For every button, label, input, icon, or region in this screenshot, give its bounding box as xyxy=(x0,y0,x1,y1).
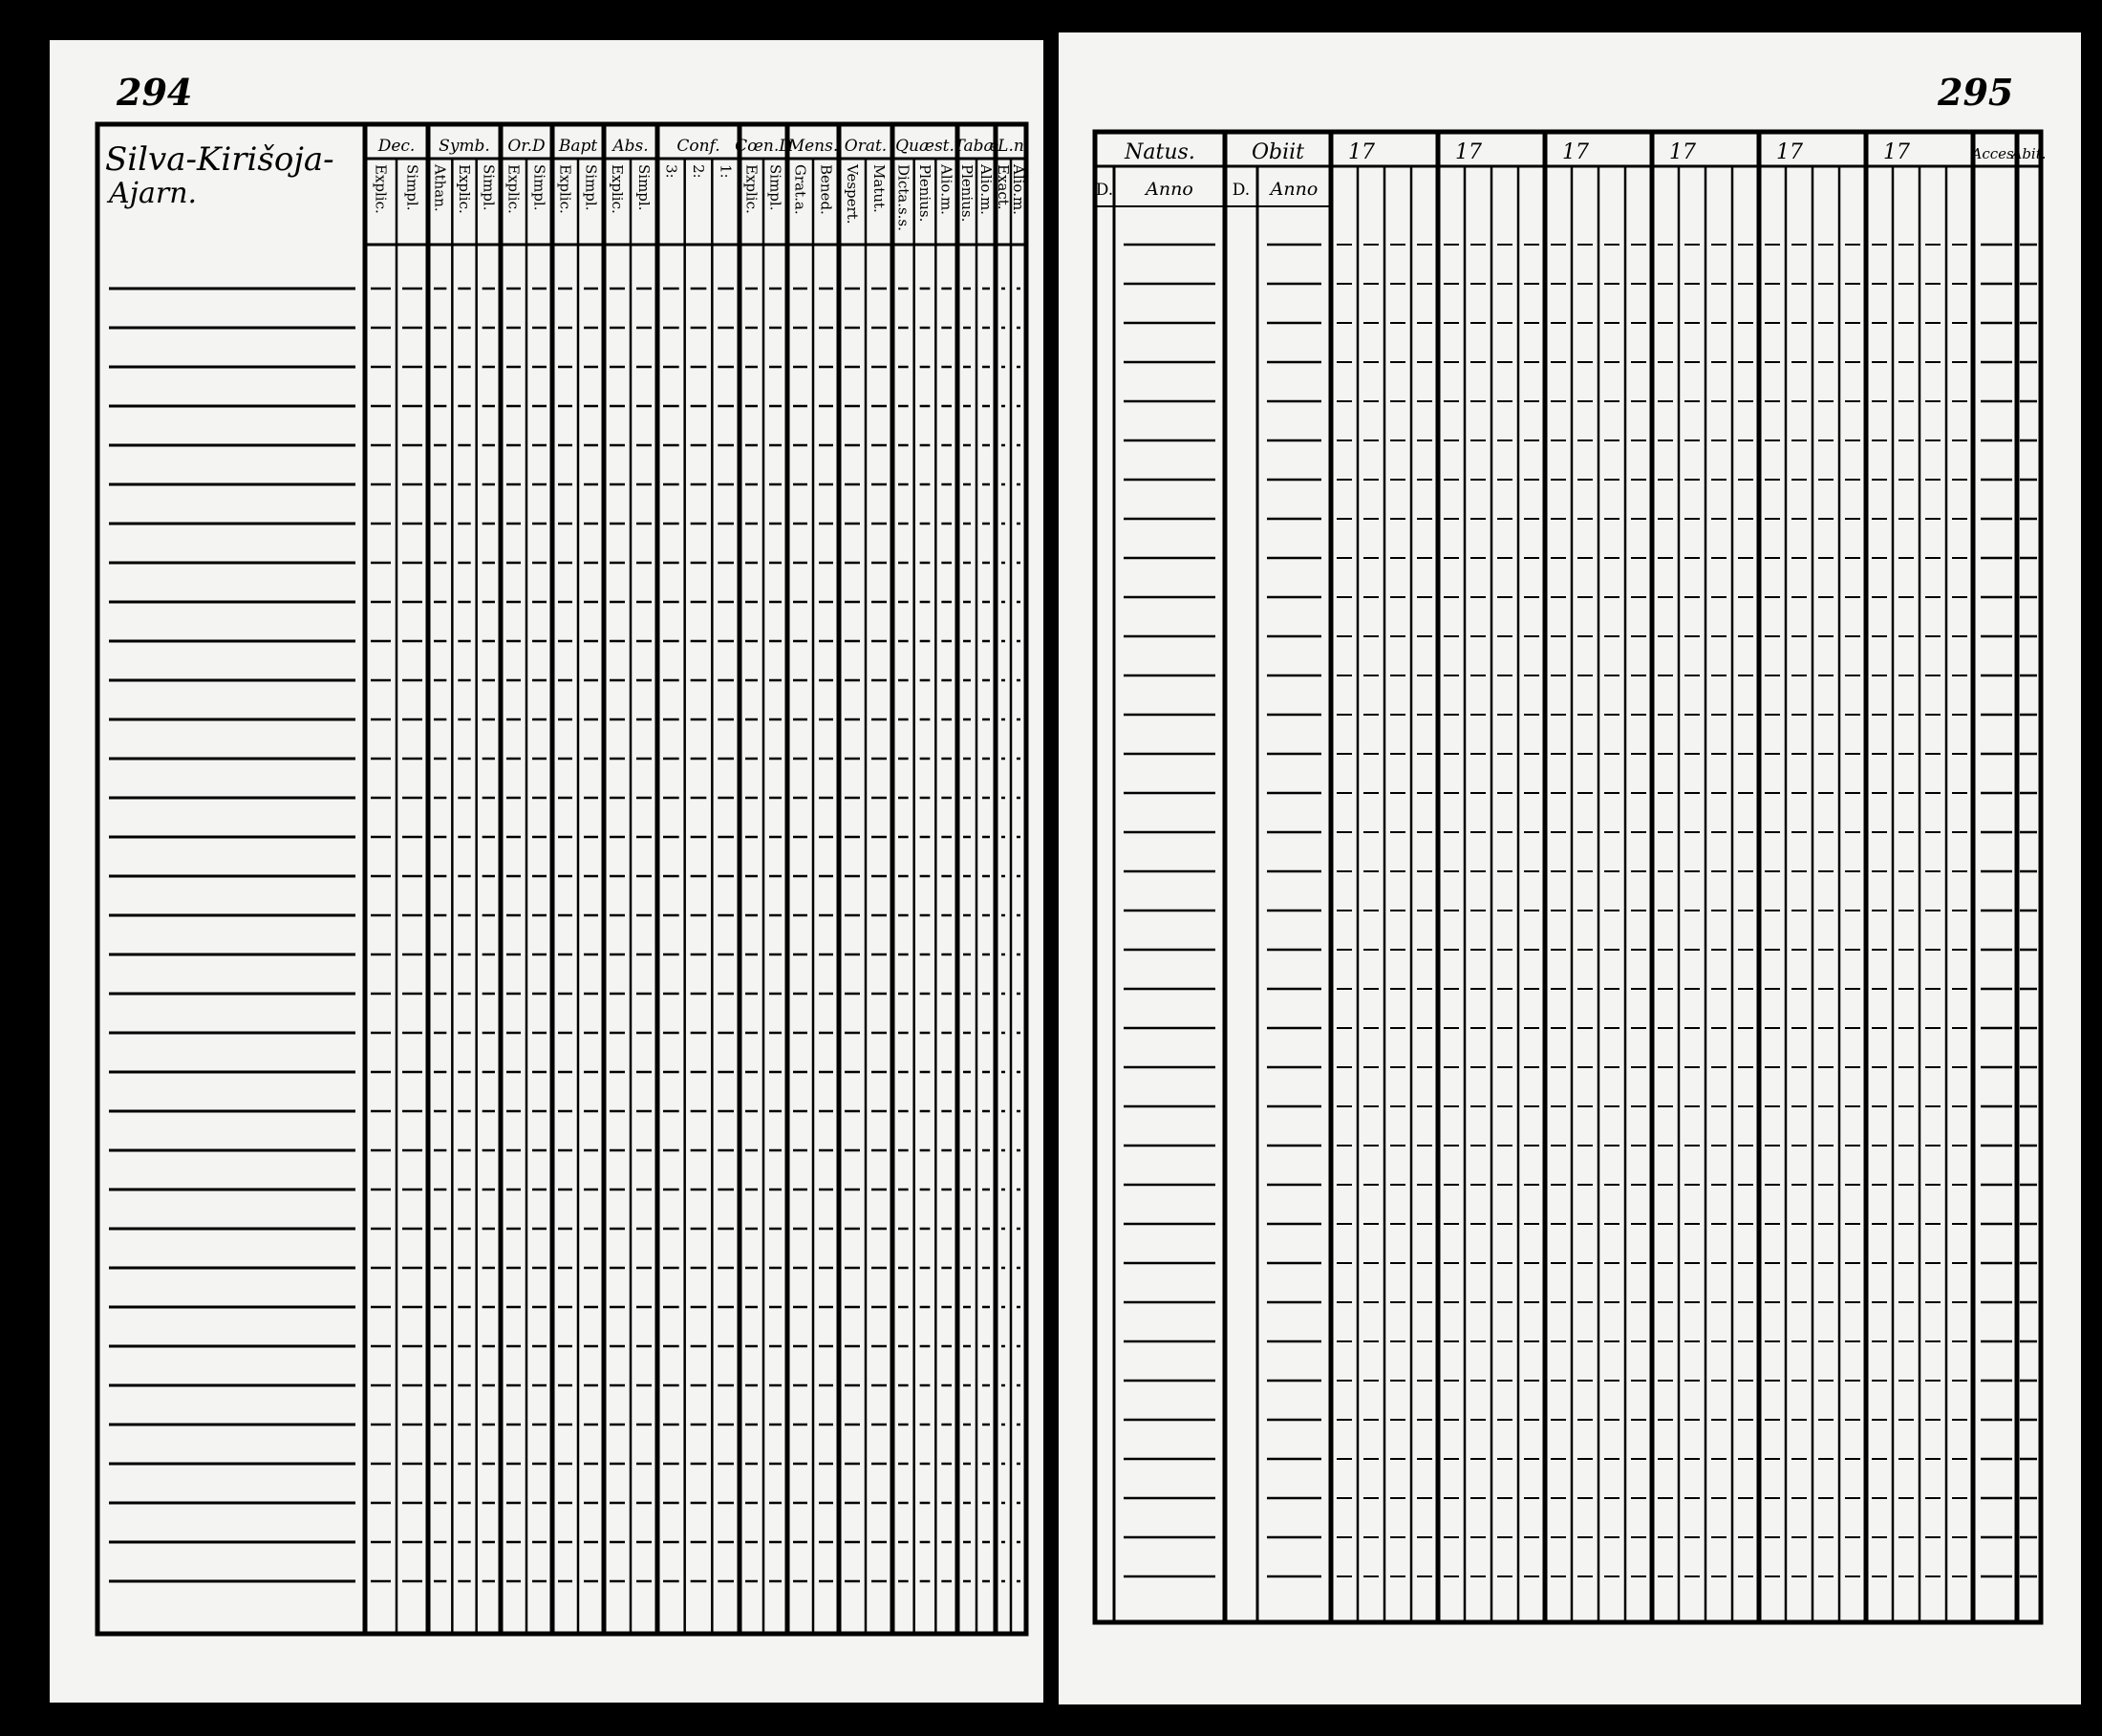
left-col-header: Tabæ xyxy=(954,137,999,156)
left-col-header: Dec. xyxy=(377,137,416,156)
left-col-subheader: 2: xyxy=(690,164,707,179)
left-col-subheader: Explic. xyxy=(372,164,390,214)
left-col-subheader: Vespert. xyxy=(844,164,861,225)
right-grid-lines xyxy=(1095,132,2041,1622)
left-col-subheader: Simpl. xyxy=(582,164,600,211)
left-col-subheader: Simpl. xyxy=(403,164,421,211)
left-col-subheader: Explic. xyxy=(742,164,761,214)
farm-name: Ajarn. xyxy=(109,177,198,210)
left-col-header: L.n xyxy=(997,137,1024,156)
left-column-headers xyxy=(373,137,1028,231)
page-number-right: 295 xyxy=(1938,71,2014,114)
left-col-header: Abs. xyxy=(612,137,649,156)
right-col-subheader: Anno xyxy=(1146,179,1193,200)
left-col-subheader: Simpl. xyxy=(480,164,498,211)
left-col-subheader: Simpl. xyxy=(530,164,548,211)
left-col-subheader: Dicta.s.s. xyxy=(894,164,912,231)
left-col-subheader: Grat.a. xyxy=(791,164,809,215)
left-col-header: Symb. xyxy=(439,137,490,156)
page-number-left: 294 xyxy=(117,71,193,114)
right-form-frame xyxy=(1095,132,2041,1622)
left-col-subheader: Alio.m. xyxy=(1010,164,1027,215)
left-col-subheader: Simpl. xyxy=(766,164,784,211)
left-col-header: Orat. xyxy=(844,137,888,156)
right-col-header: 17 xyxy=(1883,140,1910,164)
left-col-subheader: Bened. xyxy=(817,164,835,215)
right-col-subheader: Anno xyxy=(1270,179,1319,200)
left-col-subheader: Simpl. xyxy=(635,164,653,211)
left-col-header: Cœn.D xyxy=(735,137,792,156)
right-col-header: 17 xyxy=(1348,140,1375,164)
left-col-subheader: Explic. xyxy=(504,164,523,214)
right-col-header: 17 xyxy=(1562,140,1589,164)
village-name: Silva-Kirišoja- xyxy=(105,140,334,179)
right-col-header: Abit. xyxy=(2011,145,2047,162)
right-page-form-grid xyxy=(1059,32,2081,1704)
left-col-subheader: Alio.m. xyxy=(937,164,955,215)
left-col-subheader: 3: xyxy=(662,164,680,179)
left-col-subheader: Exact. xyxy=(995,164,1012,210)
left-col-subheader: Explic. xyxy=(456,164,473,214)
left-col-subheader: Athan. xyxy=(431,164,449,212)
left-col-header: Mens. xyxy=(787,137,839,156)
left-col-subheader: Plenius. xyxy=(916,164,933,223)
left-col-header: Quæst. xyxy=(895,137,954,156)
right-col-header: Natus. xyxy=(1125,140,1195,164)
right-col-header: 17 xyxy=(1776,140,1803,164)
right-col-subheader: D. xyxy=(1232,181,1251,200)
left-page xyxy=(50,40,1043,1703)
right-col-subheader: D. xyxy=(1095,181,1114,200)
left-grid-lines xyxy=(109,124,1026,1634)
left-col-header: Bapt xyxy=(558,137,598,156)
left-form-frame xyxy=(97,124,1026,1634)
right-col-header: Acces. xyxy=(1971,145,2019,162)
left-col-subheader: Explic. xyxy=(609,164,626,214)
right-col-header: Obiit xyxy=(1251,140,1305,164)
left-col-subheader: Alio.m. xyxy=(977,164,995,215)
left-col-subheader: 1: xyxy=(717,164,735,179)
left-col-header: Or.D xyxy=(507,137,546,156)
left-col-subheader: Matut. xyxy=(870,164,888,213)
right-col-header: 17 xyxy=(1455,140,1482,164)
left-col-header: Conf. xyxy=(676,137,720,156)
left-col-subheader: Explic. xyxy=(556,164,574,214)
right-col-header: 17 xyxy=(1669,140,1696,164)
left-page-form-grid xyxy=(50,40,1043,1703)
left-col-subheader: Plenius. xyxy=(958,164,976,223)
right-page xyxy=(1059,32,2081,1704)
